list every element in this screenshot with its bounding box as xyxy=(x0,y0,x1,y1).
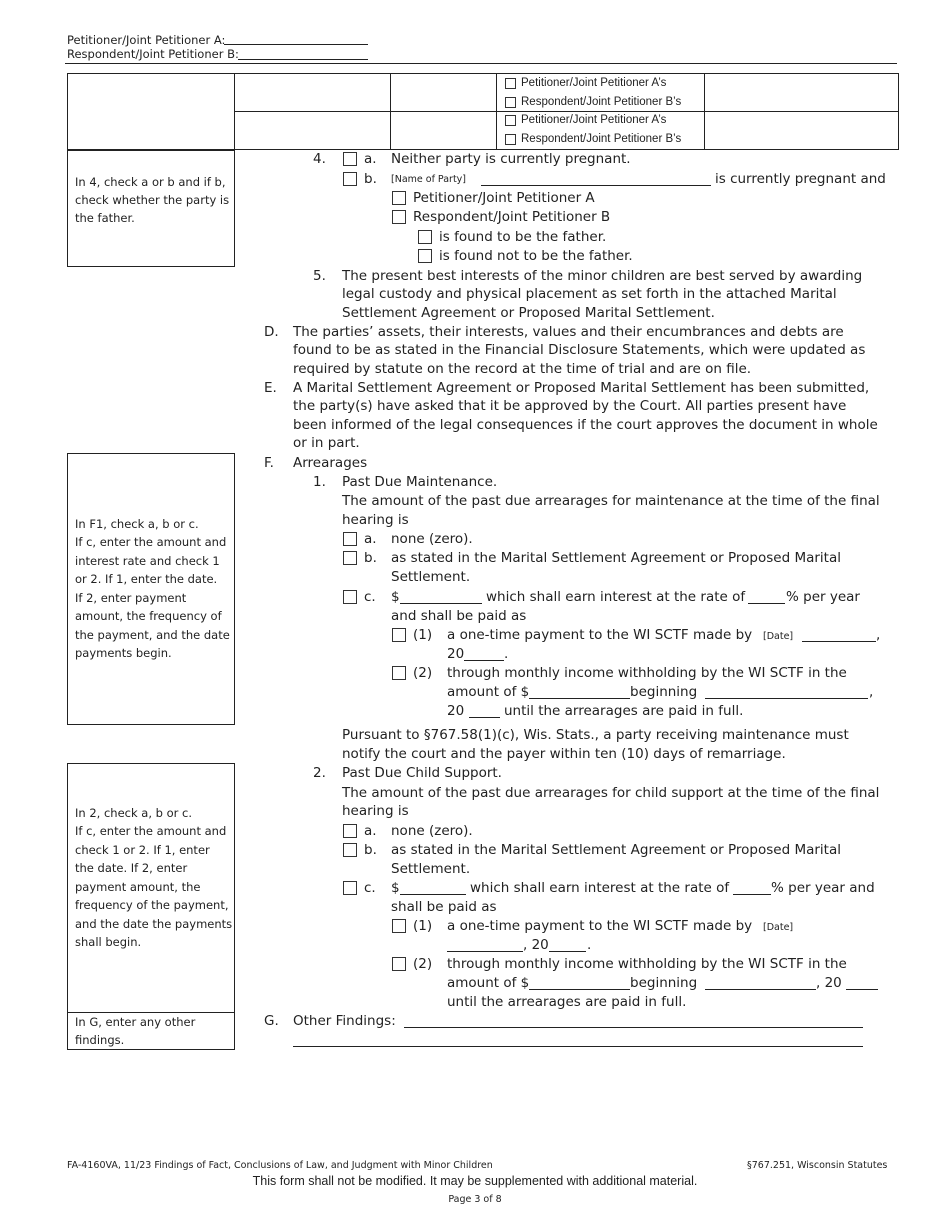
f2-c-text: shall be paid as xyxy=(391,899,497,915)
side-note-line: check 1 or 2. If 1, enter xyxy=(75,843,210,857)
f1-option1-checkbox[interactable] xyxy=(392,628,406,642)
table-row-divider xyxy=(234,111,899,112)
item4-b-checkbox[interactable] xyxy=(343,172,357,186)
f1-option2-year-field[interactable] xyxy=(469,717,500,718)
row1-option-a-checkbox[interactable] xyxy=(505,78,516,89)
section-d-line: found to be as stated in the Financial Disclosure Statements, which were updated as xyxy=(293,342,866,358)
section-e-line: A Marital Settlement Agreement or Proposed Marital Settlement has been submitted, xyxy=(293,380,870,396)
section-e-line: been informed of the legal consequences if the court approves the document in whole xyxy=(293,417,878,433)
f1-b-label: b. xyxy=(364,550,377,566)
f2-b-label: b. xyxy=(364,842,377,858)
f1-b-text: Settlement. xyxy=(391,569,471,585)
item5-line: legal custody and physical placement as set forth in the attached Marital xyxy=(342,286,837,302)
f1-year-field[interactable] xyxy=(464,660,504,661)
f1-date-field[interactable] xyxy=(802,641,876,642)
f2-c-text: which shall earn interest at the rate of xyxy=(470,880,730,896)
side-note-line: and the date the payments xyxy=(75,917,233,931)
form-id: FA-4160VA, 11/23 Findings of Fact, Conclusions of Law, and Judgment with Minor Children xyxy=(67,1160,493,1171)
f1-c-text: % per year xyxy=(786,589,860,605)
section-d-letter: D. xyxy=(264,324,279,340)
f1-option1-period: . xyxy=(504,646,509,662)
item4-a-label: a. xyxy=(364,151,377,167)
f1-a-text: none (zero). xyxy=(391,531,473,547)
section-e-letter: E. xyxy=(264,380,277,396)
side-note-line: shall begin. xyxy=(75,935,142,949)
page-number: Page 3 of 8 xyxy=(448,1194,502,1205)
f2-option2-checkbox[interactable] xyxy=(392,957,406,971)
f1-option1-date-hint: [Date] xyxy=(763,631,794,642)
f2-a-checkbox[interactable] xyxy=(343,824,357,838)
f1-option2-until: until the arrearages are paid in full. xyxy=(504,703,744,719)
f2-intro: The amount of the past due arrearages for child support at the time of the final xyxy=(342,785,880,801)
section-g-letter: G. xyxy=(264,1013,279,1029)
section-d-line: required by statute on the record at the time of trial and are on file. xyxy=(293,361,752,377)
f1-a-checkbox[interactable] xyxy=(343,532,357,546)
f2-option2-year-field[interactable] xyxy=(846,989,878,990)
item4-b-label: b. xyxy=(364,171,377,187)
side-note-line: the date. If 2, enter xyxy=(75,861,188,875)
f1-c-dollar: $ xyxy=(391,589,400,605)
f1-note: notify the court and the payer within ten (10) days of remarriage. xyxy=(342,746,786,762)
f1-option2-comma: , xyxy=(869,684,874,700)
f1-option2-label: (2) xyxy=(413,665,433,681)
f2-a-text: none (zero). xyxy=(391,823,473,839)
side-note-line: In 2, check a, b or c. xyxy=(75,806,192,820)
side-note-line: If c, enter the amount and xyxy=(75,824,227,838)
f1-note: Pursuant to §767.58(1)(c), Wis. Stats., a party receiving maintenance must xyxy=(342,727,849,743)
side-note-f1 xyxy=(67,453,235,725)
side-note-line: If c, enter the amount and xyxy=(75,535,227,549)
f1-intro: The amount of the past due arrearages for maintenance at the time of the final xyxy=(342,493,880,509)
item4-a-checkbox[interactable] xyxy=(343,152,357,166)
section-e-line: the party(s) have asked that it be approved by the Court. All parties present have xyxy=(293,398,847,414)
other-findings-field[interactable] xyxy=(404,1027,863,1028)
row1-option-b: Respondent/Joint Petitioner B’s xyxy=(521,96,682,108)
item5-line: Settlement Agreement or Proposed Marital Settlement. xyxy=(342,305,715,321)
row2-option-a: Petitioner/Joint Petitioner A’s xyxy=(521,114,667,126)
f2-intro: hearing is xyxy=(342,803,409,819)
f2-c-label: c. xyxy=(364,880,376,896)
row2-option-b: Respondent/Joint Petitioner B’s xyxy=(521,133,682,145)
f1-option2-beginning: beginning xyxy=(630,684,698,700)
side-note-line: amount, the frequency of xyxy=(75,609,222,623)
row2-option-b-checkbox[interactable] xyxy=(505,134,516,145)
f1-c-text: and shall be paid as xyxy=(391,608,527,624)
side-note-line: check whether the party is xyxy=(75,193,230,207)
f2-option1-text: a one-time payment to the WI SCTF made by xyxy=(447,918,753,934)
f1-option1-text: a one-time payment to the WI SCTF made by xyxy=(447,627,753,643)
f1-b-checkbox[interactable] xyxy=(343,551,357,565)
side-note-line: or 2. If 1, enter the date. xyxy=(75,572,218,586)
f1-title: Past Due Maintenance. xyxy=(342,474,498,490)
f1-begin-field[interactable] xyxy=(705,698,868,699)
side-note-line: interest rate and check 1 xyxy=(75,554,220,568)
petitioner-checkbox[interactable] xyxy=(392,191,406,205)
f2-c-dollar: $ xyxy=(391,880,400,896)
f2-c-text: % per year and xyxy=(771,880,875,896)
father-yes-checkbox[interactable] xyxy=(418,230,432,244)
father-no-text: is found not to be the father. xyxy=(439,248,633,264)
section-f-letter: F. xyxy=(264,455,274,471)
f1-payment-field[interactable] xyxy=(529,698,630,699)
f1-option2-checkbox[interactable] xyxy=(392,666,406,680)
item4-b-text: is currently pregnant and xyxy=(715,171,886,187)
f2-title: Past Due Child Support. xyxy=(342,765,502,781)
row1-option-a: Petitioner/Joint Petitioner A’s xyxy=(521,77,667,89)
f1-b-text: as stated in the Marital Settlement Agreement or Proposed Marital xyxy=(391,550,841,566)
f2-date-field[interactable] xyxy=(447,951,523,952)
f1-amount-field[interactable] xyxy=(400,603,482,604)
respondent-checkbox[interactable] xyxy=(392,210,406,224)
f1-option2-text: through monthly income withholding by the WI SCTF in the xyxy=(447,665,847,681)
f2-option1-checkbox[interactable] xyxy=(392,919,406,933)
f2-option2-until: until the arrearages are paid in full. xyxy=(447,994,687,1010)
item5-line: The present best interests of the minor children are best served by awarding xyxy=(342,268,863,284)
petitioner-field[interactable] xyxy=(224,44,368,45)
f2-option1-label: (1) xyxy=(413,918,433,934)
f2-year-field[interactable] xyxy=(549,951,586,952)
f1-c-checkbox[interactable] xyxy=(343,590,357,604)
f2-option2-beginning: beginning xyxy=(630,975,698,991)
f2-option1-period: . xyxy=(587,937,592,953)
side-note-4 xyxy=(67,150,235,267)
section-f-title: Arrearages xyxy=(293,455,368,471)
form-notice: This form shall not be modified. It may be supplemented with additional material. xyxy=(252,1174,698,1188)
f1-c-text: which shall earn interest at the rate of xyxy=(486,589,746,605)
f1-c-label: c. xyxy=(364,589,376,605)
item4-b-placeholder: [Name of Party] xyxy=(391,174,467,185)
side-note-line: In F1, check a, b or c. xyxy=(75,517,199,531)
section-e-line: or in part. xyxy=(293,435,360,451)
f2-option2-label: (2) xyxy=(413,956,433,972)
f1-rate-field[interactable] xyxy=(748,603,785,604)
f1-option2-year: 20 xyxy=(447,703,465,719)
f1-intro: hearing is xyxy=(342,512,409,528)
respondent-field[interactable] xyxy=(238,59,368,60)
side-note-line: payment amount, the xyxy=(75,880,201,894)
f2-b-text: Settlement. xyxy=(391,861,471,877)
item5-number: 5. xyxy=(313,268,326,284)
row1-option-b-checkbox[interactable] xyxy=(505,97,516,108)
f2-rate-field[interactable] xyxy=(733,894,771,895)
f2-a-label: a. xyxy=(364,823,377,839)
side-note-2 xyxy=(67,763,235,1013)
respondent-label: Respondent/Joint Petitioner B: xyxy=(67,47,239,61)
item4-a-text: Neither party is currently pregnant. xyxy=(391,151,631,167)
section-g-label: Other Findings: xyxy=(293,1013,396,1029)
side-note-line: frequency of the payment, xyxy=(75,898,229,912)
side-note-line: In 4, check a or b and if b, xyxy=(75,175,226,189)
f2-number: 2. xyxy=(313,765,326,781)
other-findings-field-2[interactable] xyxy=(293,1046,863,1047)
side-note-line: In G, enter any other xyxy=(75,1015,196,1029)
f2-option1-comma: , 20 xyxy=(523,937,549,953)
header-rule xyxy=(65,63,897,64)
father-no-checkbox[interactable] xyxy=(418,249,432,263)
side-note-line: the payment, and the date xyxy=(75,628,230,642)
petitioner-option: Petitioner/Joint Petitioner A xyxy=(413,190,595,206)
f1-option1-comma: , xyxy=(876,627,881,643)
f2-begin-field[interactable] xyxy=(705,989,816,990)
f1-a-label: a. xyxy=(364,531,377,547)
petitioner-label: Petitioner/Joint Petitioner A: xyxy=(67,33,226,47)
respondent-option: Respondent/Joint Petitioner B xyxy=(413,209,611,225)
row2-option-a-checkbox[interactable] xyxy=(505,115,516,126)
f2-option1-date-hint: [Date] xyxy=(763,922,794,933)
f2-payment-field[interactable] xyxy=(529,989,630,990)
party-name-field[interactable] xyxy=(481,185,711,186)
f1-number: 1. xyxy=(313,474,326,490)
f1-option1-label: (1) xyxy=(413,627,433,643)
f1-option2-amount: amount of $ xyxy=(447,684,530,700)
father-yes-text: is found to be the father. xyxy=(439,229,607,245)
side-note-g xyxy=(67,1012,235,1050)
f2-b-text: as stated in the Marital Settlement Agreement or Proposed Marital xyxy=(391,842,841,858)
item4-number: 4. xyxy=(313,151,326,167)
f2-c-checkbox[interactable] xyxy=(343,881,357,895)
f1-option1-year: 20 xyxy=(447,646,465,662)
side-note-line: payments begin. xyxy=(75,646,172,660)
side-note-line: findings. xyxy=(75,1033,125,1047)
side-note-line: If 2, enter payment xyxy=(75,591,187,605)
f2-option2-year: , 20 xyxy=(816,975,842,991)
section-d-line: The parties’ assets, their interests, values and their encumbrances and debts are xyxy=(293,324,844,340)
f2-b-checkbox[interactable] xyxy=(343,843,357,857)
side-note-line: the father. xyxy=(75,211,135,225)
f2-option2-amount: amount of $ xyxy=(447,975,530,991)
statute-reference: §767.251, Wisconsin Statutes xyxy=(747,1160,888,1171)
f2-amount-field[interactable] xyxy=(400,894,466,895)
f2-option2-text: through monthly income withholding by the WI SCTF in the xyxy=(447,956,847,972)
